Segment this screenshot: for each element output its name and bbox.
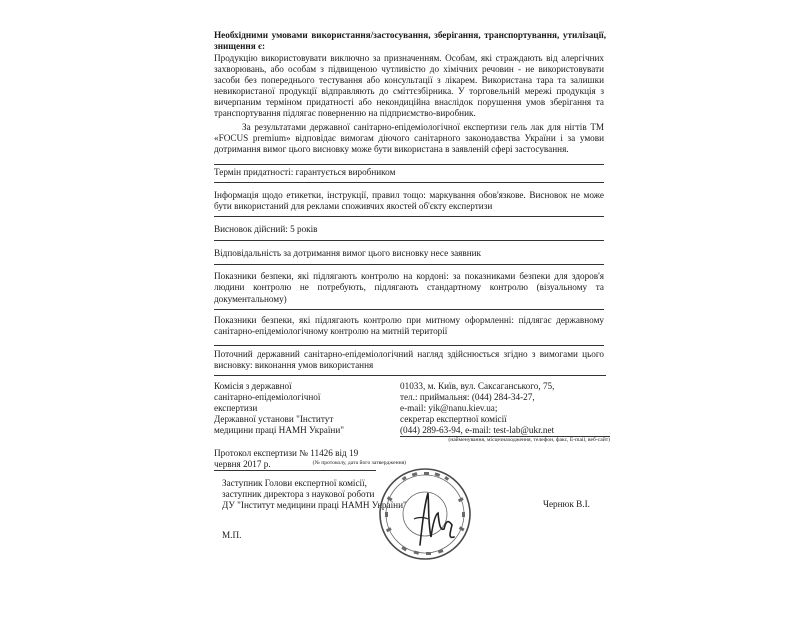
commission-line: експертизи xyxy=(214,403,258,414)
commission-name xyxy=(214,381,414,436)
shelf-life-section xyxy=(214,164,604,182)
labeling-text: Інформація щодо етикетки, інструкції, правил тощо: маркування обов'язкове. Висновок не може бути використаний для реклами споживчих якостей об'єкту експертизи xyxy=(214,190,604,212)
protocol-line: Протокол експертизи № 11426 від 19 червня 2017 р. xyxy=(214,448,376,471)
labeling-section xyxy=(214,182,604,216)
contacts-caption: (найменування, місцезнаходження, телефон, факс, E-mail, веб-сайт) xyxy=(448,437,610,444)
email: e-mail: yik@nanu.kiev.ua; xyxy=(400,403,498,414)
supervision-text: Поточний державний санітарно-епідеміологічний нагляд здійснюється згідно з вимогами цього висновку: виконання умов використання xyxy=(214,349,604,371)
phone: тел.: приймальня: (044) 284-34-27, xyxy=(400,392,535,403)
commission-block xyxy=(214,375,610,444)
commission-contacts xyxy=(400,381,610,444)
conditions-paragraph-1: Продукцію використовувати виключно за призначенням. Особам, які страждають від алергічних захворювань, або особам з підвищеною чутливістю до хімічних речовин - не використовувати засоби без попереднього тестування або консультації з лікарем. Використана тара та залишки невикористаної продукції відправляють до сміттєзбірника. У торговельній мережі продукція з вичерпаним терміном придатності або некондиційна внаслідок порушення умов зберігання та транспортування підлягає поверненню на підприємство-виробник. xyxy=(214,53,604,118)
border-control-section xyxy=(214,264,604,309)
shelf-life-text: Термін придатності: гарантується виробником xyxy=(214,167,396,177)
official-stamp-icon xyxy=(378,467,472,561)
conditions-paragraph-2: За результатами державної санітарно-епідеміологічної експертизи гель лак для нігтів ТМ «FOCUS premium» відповідає вимогам діючого санітарного законодавства України і за умови дотримання вимог цього висновку може бути використана в заявленій сфері застосування. xyxy=(214,122,604,154)
divider-line xyxy=(214,264,604,265)
commission-line: медицини праці НАМН України" xyxy=(214,425,345,436)
signatory-name: Чернюк В.І. xyxy=(543,499,590,509)
customs-control-section xyxy=(214,309,604,345)
commission-line: санітарно-епідеміологічної xyxy=(214,392,321,403)
validity-text: Висновок дійсний: 5 років xyxy=(214,224,318,234)
signatory-line: Заступник Голови експертної комісії, xyxy=(222,478,367,488)
supervision-section xyxy=(214,345,604,375)
commission-line: Комісія з державної xyxy=(214,381,292,391)
responsibility-text: Відповідальність за дотримання вимог цього висновку несе заявник xyxy=(214,248,482,258)
divider-line xyxy=(214,309,604,310)
divider-line xyxy=(214,216,604,217)
secretary: секретар експертної комісії xyxy=(400,414,507,425)
responsibility-section xyxy=(214,240,604,264)
secretary-contacts: (044) 289-63-94, e-mail: test-lab@ukr.net xyxy=(400,425,610,437)
address: 01033, м. Київ, вул. Саксаганського, 75, xyxy=(400,381,555,391)
protocol-caption: (№ протоколу, дата його затвердження) xyxy=(312,460,406,466)
divider-line xyxy=(214,240,604,241)
validity-section xyxy=(214,216,604,240)
divider-line xyxy=(214,182,604,183)
border-control-text: Показники безпеки, які підлягають контролю на кордоні: за показниками безпеки для здоров'я людини контролю не потребують, підлягають стандартному контролю (візуальному та документальному) xyxy=(214,271,604,304)
commission-line: Державної установи "Інститут xyxy=(214,414,334,425)
divider-line xyxy=(214,164,604,165)
signatory-line: ДУ "Інститут медицини праці НАМН України" xyxy=(222,500,407,511)
divider-line xyxy=(214,345,604,346)
customs-control-text: Показники безпеки, які підлягають контролю при митному оформленні: підлягає державному санітарно-епідеміологічному контролю на митній території xyxy=(214,315,604,337)
conditions-heading: Необхідними умовами використання/застосування, зберігання, транспортування, утилізації, знищення є: xyxy=(214,30,606,51)
stamp-mark: М.П. xyxy=(222,530,242,540)
signatory-line: заступник директора з наукової роботи xyxy=(222,489,375,500)
